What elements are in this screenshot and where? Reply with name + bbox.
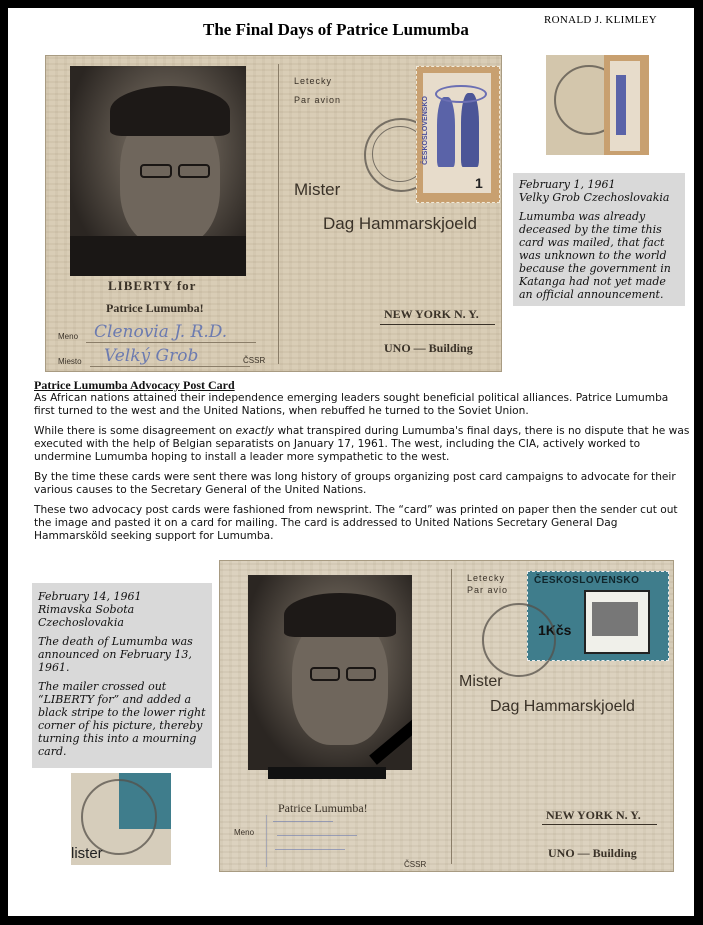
card2-stamp-country: ČESKOSLOVENSKO bbox=[534, 575, 640, 586]
caption-2-date: February 14, 1961 bbox=[38, 590, 142, 603]
caption-1 bbox=[513, 173, 685, 306]
caption-1-date: February 1, 1961 bbox=[519, 178, 616, 191]
stamp-value: 1 bbox=[475, 175, 483, 191]
spartakiada-stamp bbox=[416, 66, 500, 203]
card2-postmark bbox=[482, 603, 556, 677]
caption-2-text1: The death of Lumumba was announced on February 13, 1961. bbox=[38, 635, 193, 674]
page bbox=[8, 8, 694, 916]
lumumba-photo-mourning bbox=[248, 575, 412, 770]
miesto-label: Miesto bbox=[58, 357, 82, 366]
stamp-country: ČESKOSLOVENSKO bbox=[421, 96, 429, 165]
card2-addr-city: NEW YORK N. Y. bbox=[546, 808, 641, 822]
addr-city: NEW YORK N. Y. bbox=[384, 307, 479, 321]
article-p4: These two advocacy post cards were fashioned from newsprint. The “card” was printed on paper then the sender cut out the image and pasted it on a card for mailing. The card is addressed to United Nations Secretary General Dag Hammarsköld seeking support for Lumumba. bbox=[34, 504, 678, 542]
caption-2-place2: Czechoslovakia bbox=[38, 616, 124, 629]
page-title: The Final Days of Patrice Lumumba bbox=[203, 20, 469, 39]
card2-addr-mister: Mister bbox=[459, 673, 503, 690]
card-caption-line1: LIBERTY for bbox=[108, 278, 197, 293]
caption-2 bbox=[32, 583, 212, 768]
caption-1-text: Lumumba was already deceased by the time this card was mailed, that fact was unknown to the world because the government in Katanga had not yet made an official announcement. bbox=[519, 210, 671, 301]
stamp-detail-1 bbox=[546, 55, 649, 155]
card2-caption: Patrice Lumumba! bbox=[278, 801, 368, 815]
article-p3: By the time these cards were sent there was long history of groups organizing post card campaigns to advocate for their various causes to the Secretary General of the United Nations. bbox=[34, 471, 676, 496]
meno-value: Clenovia J. R.D. bbox=[94, 322, 228, 342]
caption-1-place: Velky Grob Czechoslovakia bbox=[519, 191, 670, 204]
cross-out-stripe bbox=[268, 767, 386, 779]
lumumba-photo bbox=[70, 66, 246, 276]
card2-country-code: ČSSR bbox=[404, 860, 427, 869]
addr-name: Dag Hammarskjoeld bbox=[323, 214, 477, 233]
country-code: ČSSR bbox=[243, 356, 266, 365]
postcard-1 bbox=[45, 55, 502, 372]
caption-2-text2: The mailer crossed out “LIBERTY for” and added a black stripe to the lower right corner of his picture, thereby turning this into a mourning card. bbox=[38, 680, 206, 758]
article-heading: Patrice Lumumba Advocacy Post Card bbox=[34, 378, 235, 392]
card2-route-line2: Par avio bbox=[467, 585, 509, 595]
card2-handwriting bbox=[266, 815, 387, 867]
card2-stamp-value: 1Kčs bbox=[538, 622, 572, 638]
stamp-detail-2 bbox=[71, 773, 171, 865]
card2-meno-label: Meno bbox=[234, 828, 255, 837]
addr-building: UNO — Building bbox=[384, 341, 473, 355]
addr-mister: Mister bbox=[294, 180, 341, 199]
article bbox=[34, 379, 690, 550]
caption-2-place1: Rimavska Sobota bbox=[38, 603, 135, 616]
route-line2: Par avion bbox=[294, 95, 342, 105]
postcard-2 bbox=[219, 560, 674, 872]
article-p2: While there is some disagreement on exactly what transpired during Lumumba's final days, there is no dispute that he was executed with the help of Belgian separatists on January 17, 1961. The west, including the CIA, actively worked to undermine Lumumba hoping to install a leader more sympathetic to the west. bbox=[34, 425, 690, 463]
article-p1: As African nations attained their independence emerging leaders sought beneficial political alliances. Patrice Lumumba first turned to the west and the United Nations, when rebuffed he turned to the Soviet Union. bbox=[34, 392, 669, 417]
stamp-detail-2-text: lister bbox=[71, 845, 103, 862]
card-caption-line2: Patrice Lumumba! bbox=[106, 301, 204, 315]
meno-label: Meno bbox=[58, 332, 79, 341]
miesto-value: Velký Grob bbox=[104, 346, 199, 366]
card2-route-line1: Letecky bbox=[467, 573, 506, 583]
card2-addr-building: UNO — Building bbox=[548, 846, 637, 860]
card2-addr-name: Dag Hammarskjoeld bbox=[490, 698, 635, 715]
author-name: RONALD J. KLIMLEY bbox=[544, 14, 657, 26]
route-line1: Letecky bbox=[294, 76, 333, 86]
